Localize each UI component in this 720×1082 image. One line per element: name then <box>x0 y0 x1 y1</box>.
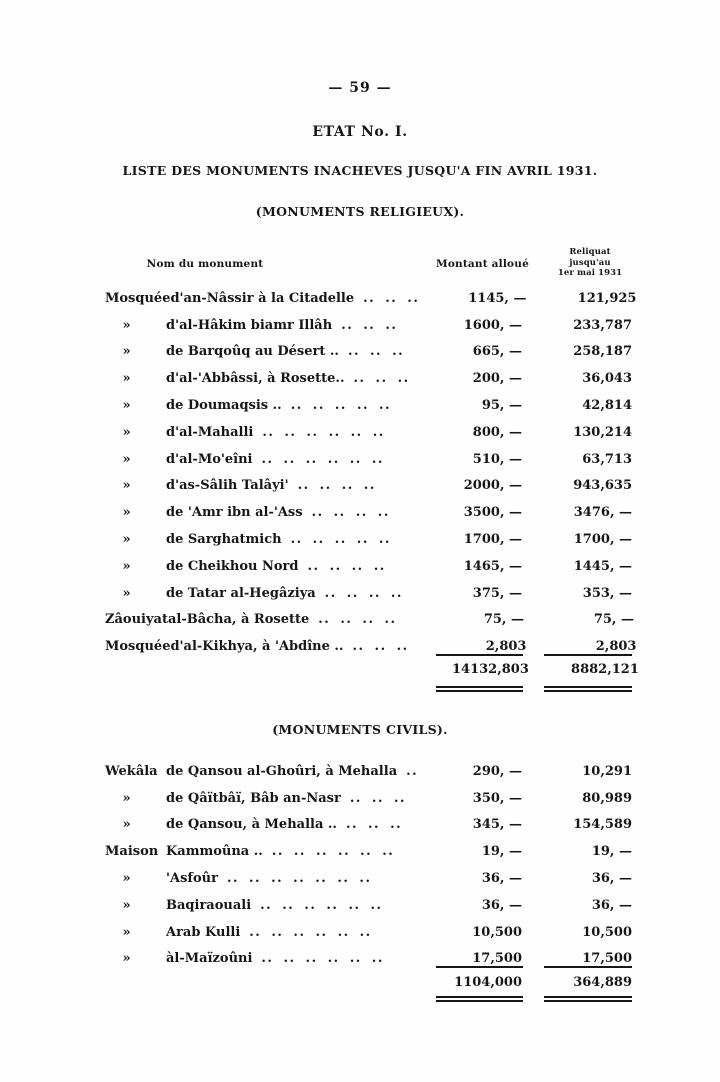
dot-leader: .. .. .. .. .. .. <box>271 844 395 860</box>
monument-name: d'al-Mahalli <box>166 424 254 440</box>
section-heading-civils: (MONUMENTS CIVILS). <box>272 722 448 737</box>
monument-prefix: Wekâla <box>105 763 158 779</box>
monument-prefix: » <box>122 585 131 601</box>
dot-leader: .. .. .. .. .. .. <box>262 424 385 440</box>
montant-value: 3500, — <box>463 505 522 521</box>
reliquat-value: 19, — <box>591 844 632 860</box>
table-row <box>0 580 720 607</box>
total-rule-montant-civils <box>436 966 523 968</box>
dot-leader: .. .. .. .. .. .. <box>249 924 372 940</box>
table-row <box>0 607 720 634</box>
monument-name: d'al-'Abbâssi, à Rosette.. <box>166 371 345 387</box>
monument-prefix: Mosquée <box>105 290 171 306</box>
table-row <box>0 392 720 419</box>
monument-name: de Doumaqsis .. <box>166 398 282 414</box>
reliquat-value: 75, — <box>593 612 634 628</box>
double-rule-reliquat-religieux <box>544 686 632 692</box>
total-montant-civils: 1104,000 <box>454 974 522 990</box>
monument-name: de Qansou, à Mehalla .. <box>166 817 337 833</box>
column-header-reliquat-line3: 1er mai 1931 <box>557 268 623 278</box>
montant-value: 375, — <box>472 585 522 601</box>
reliquat-value: 10,500 <box>582 924 632 940</box>
table-row <box>0 919 720 946</box>
table-row <box>0 633 720 660</box>
montant-value: 95, — <box>481 398 522 414</box>
monument-name: de Qâïtbâï, Bâb an-Nasr <box>166 790 341 806</box>
monument-prefix: » <box>122 951 131 967</box>
table-row <box>0 499 720 526</box>
total-rule-montant-religieux <box>436 654 523 656</box>
reliquat-value: 36, — <box>591 897 632 913</box>
monument-name: Kammoûna .. <box>166 844 263 860</box>
column-header-reliquat <box>540 247 640 279</box>
montant-value: 510, — <box>472 451 522 467</box>
montant-value: 17,500 <box>472 951 522 967</box>
double-rule-montant-civils <box>436 996 523 1002</box>
monument-prefix: » <box>122 371 131 387</box>
reliquat-value: 3476, — <box>573 505 632 521</box>
reliquat-value: 233,787 <box>573 317 632 333</box>
column-header-reliquat-line1: Reliquat <box>569 247 611 257</box>
monument-prefix: Mosquée <box>105 639 171 655</box>
monument-name: d'al-Hâkim biamr Illâh <box>166 317 333 333</box>
monument-name: d'al-Kikhya, à 'Abdîne .. <box>170 639 344 655</box>
table-row <box>0 339 720 366</box>
total-rule-reliquat-religieux <box>544 654 632 656</box>
etat-heading: ETAT No. I. <box>312 124 408 140</box>
monument-prefix: » <box>122 317 131 333</box>
table-row <box>0 553 720 580</box>
total-rule-reliquat-civils <box>544 966 632 968</box>
section-heading-religieux: (MONUMENTS RELIGIEUX). <box>255 204 465 219</box>
montant-value: 350, — <box>472 790 522 806</box>
montant-value: 1600, — <box>463 317 522 333</box>
dot-leader: .. .. .. <box>347 344 405 360</box>
column-header-name: Nom du monument <box>146 258 264 270</box>
double-rule-reliquat-civils <box>544 996 632 1002</box>
monument-name: de Tatar al-Hegâziya <box>166 585 316 601</box>
monument-prefix: » <box>122 532 131 548</box>
table-row <box>0 419 720 446</box>
monument-name: d'al-Mo'eîni <box>166 451 253 467</box>
dot-leader: .. .. .. <box>341 317 398 333</box>
reliquat-value: 36, — <box>591 871 632 887</box>
dot-leader: .. .. .. .. .. .. <box>261 451 384 467</box>
dot-leader: .. .. .. <box>349 790 407 806</box>
monument-prefix: » <box>122 424 131 440</box>
monument-name: d'as-Sâlih Talâyi' <box>166 478 289 494</box>
montant-value: 36, — <box>481 871 522 887</box>
table-row <box>0 785 720 812</box>
dot-leader: .. .. .. <box>353 371 410 387</box>
reliquat-value: 353, — <box>582 585 632 601</box>
dot-leader: .. <box>406 763 419 779</box>
dot-leader: .. .. .. .. <box>307 558 386 574</box>
page-number: — 59 — <box>328 80 392 96</box>
total-row-religieux <box>0 660 720 678</box>
monument-name: de Barqoûq au Désert .. <box>166 344 339 360</box>
monument-prefix: » <box>122 558 131 574</box>
monument-prefix: » <box>122 817 131 833</box>
monument-name: de 'Amr ibn al-'Ass <box>166 505 303 521</box>
monument-prefix: » <box>122 924 131 940</box>
monument-name: Arab Kulli <box>166 924 241 940</box>
monument-name: de Sarghatmich <box>166 532 282 548</box>
table-religieux <box>0 285 720 660</box>
monument-prefix: » <box>122 871 131 887</box>
montant-value: 1145, — <box>468 290 527 306</box>
dot-leader: .. .. .. <box>345 817 403 833</box>
table-row <box>0 758 720 785</box>
table-row <box>0 365 720 392</box>
dot-leader: .. .. .. .. <box>324 585 403 601</box>
dot-leader: .. .. .. .. <box>297 478 376 494</box>
montant-value: 1700, — <box>463 532 522 548</box>
montant-value: 665, — <box>472 344 522 360</box>
table-row <box>0 473 720 500</box>
table-civils <box>0 758 720 972</box>
monument-prefix: Maison <box>105 844 159 860</box>
table-row <box>0 312 720 339</box>
reliquat-value: 36,043 <box>582 371 632 387</box>
dot-leader: .. .. .. <box>352 639 409 655</box>
table-row <box>0 285 720 312</box>
monument-name: al-Bâcha, à Rosette <box>167 612 310 628</box>
table-row <box>0 526 720 553</box>
monument-prefix: » <box>122 897 131 913</box>
reliquat-value: 121,925 <box>577 290 637 306</box>
reliquat-value: 10,291 <box>582 763 632 779</box>
montant-value: 345, — <box>472 817 522 833</box>
dot-leader: .. .. .. .. <box>318 612 397 628</box>
column-header-reliquat-line2: jusqu'au <box>569 257 611 268</box>
dot-leader: .. .. .. <box>363 290 420 306</box>
reliquat-value: 1445, — <box>573 558 632 574</box>
table-row <box>0 946 720 973</box>
montant-value: 1465, — <box>463 558 522 574</box>
reliquat-value: 63,713 <box>582 451 632 467</box>
monument-prefix: » <box>122 790 131 806</box>
column-header-montant: Montant alloué <box>436 258 529 270</box>
montant-value: 19, — <box>481 844 522 860</box>
monument-name: 'Asfoûr <box>166 871 218 887</box>
reliquat-value: 130,214 <box>573 424 632 440</box>
monument-name: d'an-Nâssir à la Citadelle <box>170 290 355 306</box>
reliquat-value: 2,803 <box>595 639 637 655</box>
reliquat-value: 80,989 <box>582 790 632 806</box>
reliquat-value: 1700, — <box>573 532 632 548</box>
monument-name: Baqiraouali <box>166 897 252 913</box>
double-rule-montant-religieux <box>436 686 523 692</box>
dot-leader: .. .. .. .. .. .. <box>261 951 384 967</box>
dot-leader: .. .. .. .. .. .. .. <box>226 871 372 887</box>
montant-value: 200, — <box>472 371 522 387</box>
monument-name: àl-Maïzoûni <box>166 951 253 967</box>
total-row-civils <box>0 973 720 991</box>
table-row <box>0 812 720 839</box>
table-row <box>0 838 720 865</box>
montant-value: 800, — <box>472 424 522 440</box>
reliquat-value: 258,187 <box>573 344 632 360</box>
total-reliquat-civils: 364,889 <box>573 974 632 990</box>
reliquat-value: 154,589 <box>573 817 632 833</box>
montant-value: 36, — <box>481 897 522 913</box>
montant-value: 10,500 <box>472 924 522 940</box>
table-row <box>0 865 720 892</box>
table-row <box>0 892 720 919</box>
monument-prefix: » <box>122 505 131 521</box>
reliquat-value: 943,635 <box>573 478 632 494</box>
reliquat-value: 17,500 <box>582 951 632 967</box>
dot-leader: .. .. .. .. .. <box>290 532 391 548</box>
total-reliquat-religieux: 8882,121 <box>571 661 639 677</box>
monument-prefix: » <box>122 398 131 414</box>
monument-prefix: Zâouiyat <box>105 612 168 628</box>
montant-value: 2000, — <box>463 478 522 494</box>
table-row <box>0 446 720 473</box>
monument-prefix: » <box>122 478 131 494</box>
monument-prefix: » <box>122 344 131 360</box>
reliquat-value: 42,814 <box>582 398 632 414</box>
dot-leader: .. .. .. .. <box>311 505 390 521</box>
total-montant-religieux: 14132,803 <box>452 661 529 677</box>
monument-name: de Qansou al-Ghoûri, à Mehalla <box>166 763 398 779</box>
montant-value: 290, — <box>472 763 522 779</box>
montant-value: 2,803 <box>485 639 527 655</box>
dot-leader: .. .. .. .. .. .. <box>260 897 383 913</box>
monument-prefix: » <box>122 451 131 467</box>
document-title: LISTE DES MONUMENTS INACHEVES JUSQU'A FIN AVRIL 1931. <box>122 163 598 178</box>
montant-value: 75, — <box>483 612 524 628</box>
dot-leader: .. .. .. .. .. <box>290 398 392 414</box>
monument-name: de Cheikhou Nord <box>166 558 299 574</box>
